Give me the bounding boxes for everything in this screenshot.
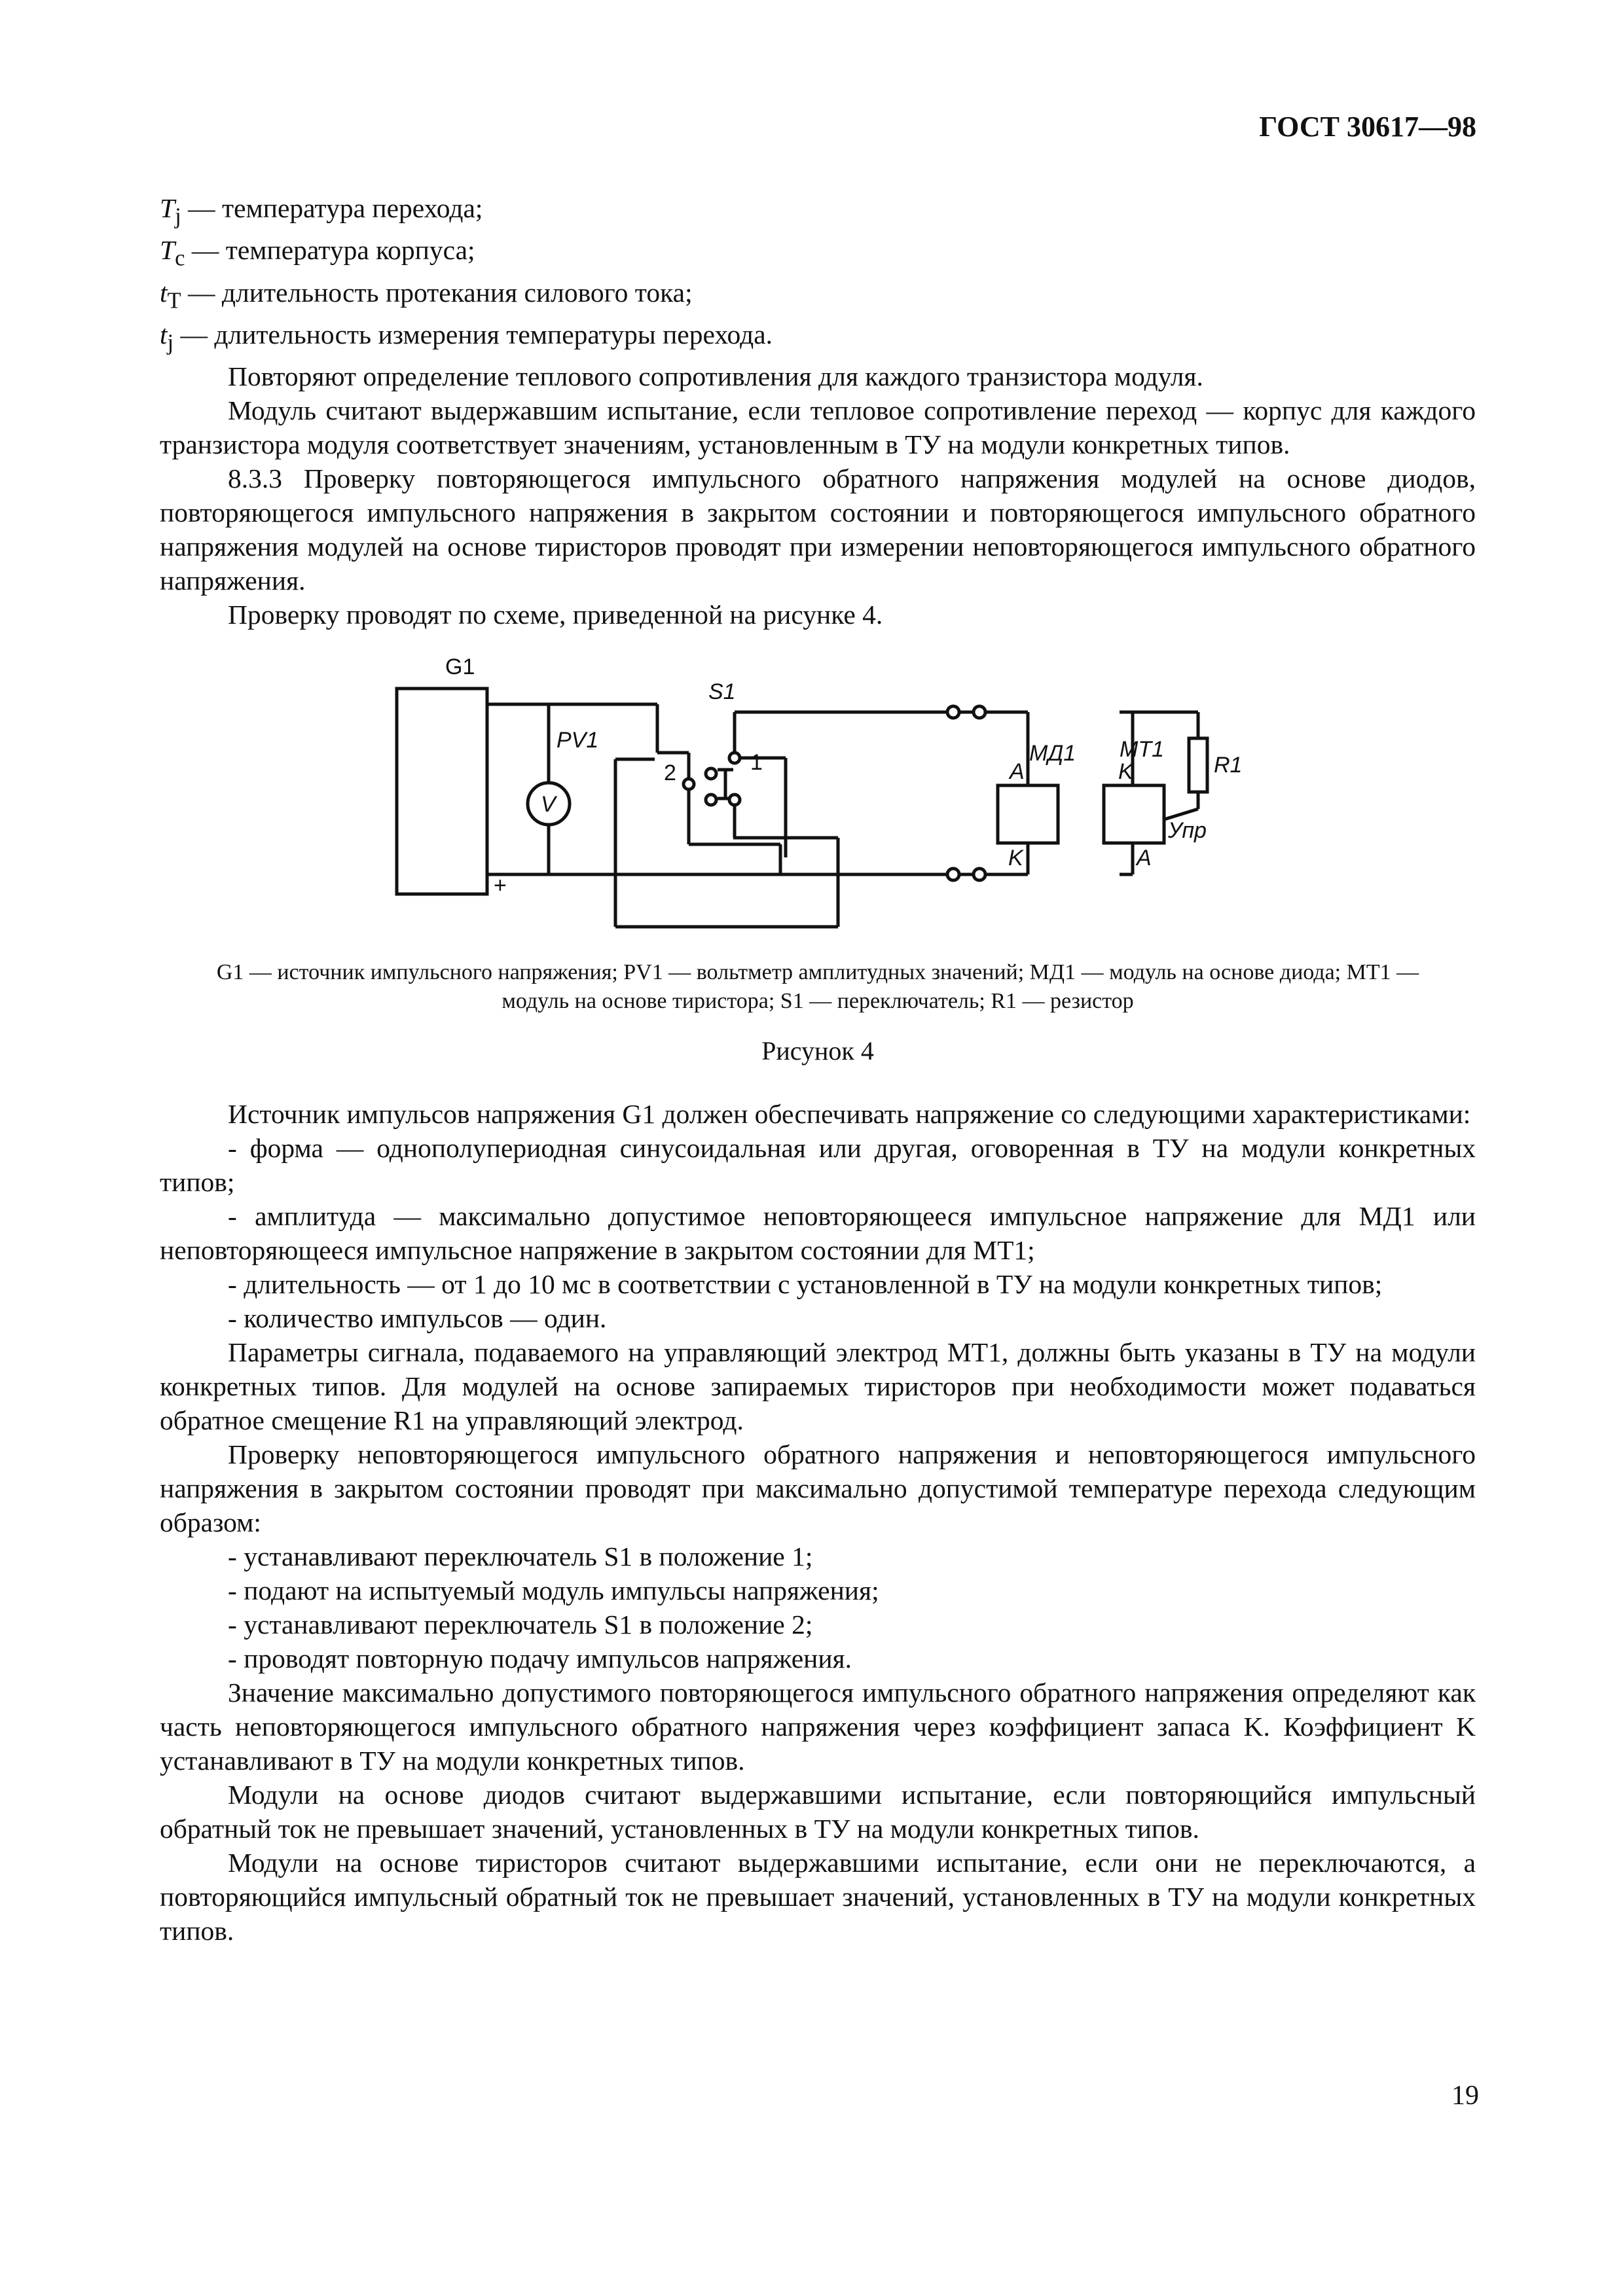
paragraph: Проверку проводят по схеме, приведенной на рисунке 4. [228, 600, 883, 630]
definition-item: $t_j$ — длительность измерения температуры перехода. [160, 319, 773, 355]
circuit-svg [367, 648, 1257, 936]
caption-line: модуль на основе тиристора; S1 — переключатель; R1 — резистор [501, 989, 1134, 1013]
label-r1: R1 [1214, 753, 1243, 778]
label-position-2: 2 [664, 761, 676, 785]
label-voltmeter-v: V [541, 792, 556, 817]
paragraph: Источник импульсов напряжения G1 должен обеспечивать напряжение со следующими характеристиками: [228, 1099, 1471, 1129]
paragraph-section-8-3-3: 8.3.3 Проверку повторяющегося импульсного обратного напряжения модулей на основе диодов, повторяющегося импульсного напряжения в закрытом состоянии и повторяющегося импульсного обратного напряжения модулей на основе тиристоров проводят при измерении неповторяющегося импульсного обратного напряжения. [160, 463, 1476, 596]
label-mt1-cathode: K [1118, 759, 1133, 784]
label-md1-anode: A [1010, 759, 1025, 784]
label-position-1: 1 [750, 750, 763, 775]
label-md1-cathode: K [1008, 846, 1023, 870]
bottom-text-block [160, 1097, 1476, 1948]
list-item: - проводят повторную подачу импульсов напряжения. [228, 1643, 852, 1674]
paragraph: Модули на основе тиристоров считают выдержавшими испытание, если они не переключаются, а повторяющийся импульсный обратный ток не превышает значений, установленных в ТУ на модули конкретных типов. [160, 1848, 1476, 1946]
definition-item: $t_T$ — длительность протекания силового тока; [160, 277, 693, 313]
label-control-electrode: Упр [1168, 818, 1207, 843]
label-minus: − [495, 691, 508, 716]
paragraph: Модули на основе диодов считают выдержавшими испытание, если повторяющийся импульсный обратный ток не превышает значений, установленных в ТУ на модули конкретных типов. [160, 1780, 1476, 1844]
caption-line: G1 — источник импульсного напряжения; PV1 — вольтметр амплитудных значений; МД1 — модуль на основе диода; МТ1 — [216, 960, 1419, 984]
list-item: - устанавливают переключатель S1 в положение 1; [228, 1541, 813, 1571]
standard-header: ГОСТ 30617—98 [1259, 111, 1476, 143]
mt1-box [1104, 785, 1164, 843]
figure-title: Рисунок 4 [761, 1036, 874, 1066]
circuit-diagram [367, 648, 1257, 936]
label-s1: S1 [708, 679, 736, 704]
label-md1: МД1 [1029, 741, 1076, 766]
paragraph: Параметры сигнала, подаваемого на управляющий электрод МТ1, должны быть указаны в ТУ на модули конкретных типов. Для модулей на основе запираемых тиристоров при необходимости может подаваться обратное смещение R1 на управляющий электрод. [160, 1337, 1476, 1435]
definition-item: $T_j$ — температура перехода; [160, 193, 483, 229]
page-number: 19 [1451, 2081, 1479, 2111]
label-pv1: PV1 [556, 728, 599, 753]
list-item: - устанавливают переключатель S1 в положение 2; [228, 1609, 813, 1640]
label-plus: + [494, 873, 507, 898]
paragraph: Модуль считают выдержавшим испытание, если тепловое сопротивление переход — корпус для каждого транзистора модуля соответствует значениям, установленным в ТУ на модули конкретных типов. [160, 395, 1476, 460]
list-item: - количество импульсов — один. [228, 1303, 607, 1333]
figure-caption [160, 958, 1476, 1016]
definition-item: $T_c$ — температура корпуса; [160, 235, 475, 271]
r1-resistor [1189, 738, 1207, 792]
list-item: - форма — однополупериодная синусоидальная или другая, оговоренная в ТУ на модули конкретных типов; [160, 1133, 1476, 1197]
list-item: - амплитуда — максимально допустимое неповторяющееся импульсное напряжение для МД1 или неповторяющееся импульсное напряжение в закрытом состоянии для МТ1; [160, 1201, 1476, 1265]
definitions-list [160, 191, 1476, 359]
top-text-block [160, 191, 1476, 632]
md1-box [998, 785, 1058, 843]
paragraph: Повторяют определение теплового сопротивления для каждого транзистора модуля. [228, 361, 1203, 392]
g1-source-box [397, 689, 487, 894]
list-item: - подают на испытуемый модуль импульсы напряжения; [228, 1575, 879, 1605]
label-mt1-anode: A [1137, 846, 1152, 870]
list-item: - длительность — от 1 до 10 мс в соответствии с установленной в ТУ на модули конкретных типов; [228, 1269, 1383, 1299]
label-mt1: МТ1 [1120, 737, 1164, 762]
paragraph: Значение максимально допустимого повторяющегося импульсного обратного напряжения определяют как часть неповторяющегося импульсного обратного напряжения через коэффициент запаса K. Коэффициент K устанавливают в ТУ на модули конкретных типов. [160, 1677, 1476, 1776]
label-g1: G1 [445, 655, 475, 679]
paragraph: Проверку неповторяющегося импульсного обратного напряжения и неповторяющегося импульсного напряжения в закрытом состоянии проводят при максимально допустимой температуре перехода следующим образом: [160, 1439, 1476, 1537]
